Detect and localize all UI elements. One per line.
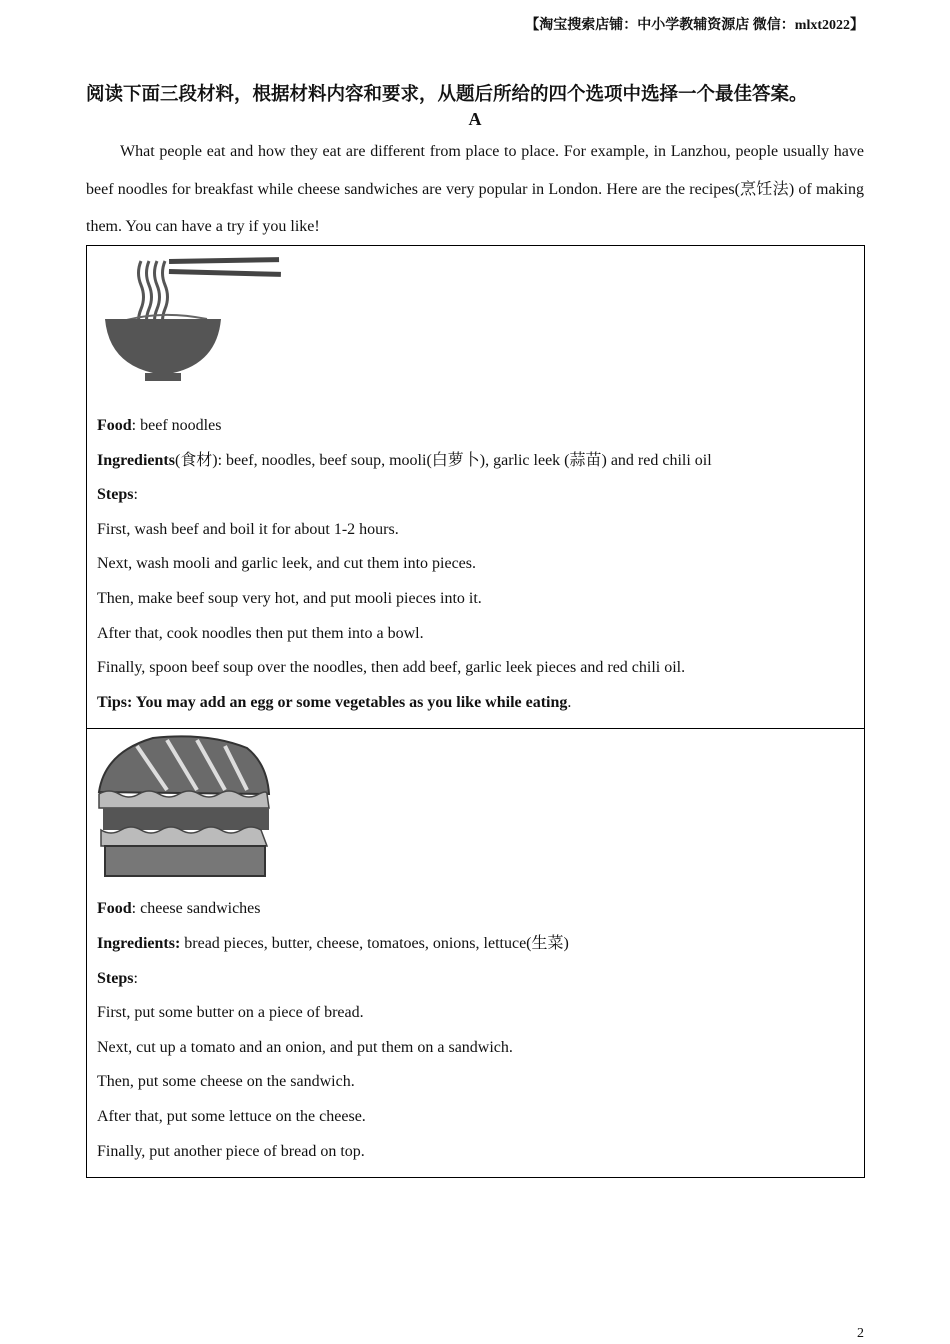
recipe-row-sandwiches	[87, 729, 865, 1178]
recipe-table	[86, 245, 865, 1178]
step-line: First, put some butter on a piece of bread.	[97, 1004, 364, 1022]
recipe-row-noodles	[87, 246, 865, 729]
steps-label: Steps:	[97, 969, 138, 987]
step-line: After that, cook noodles then put them into a bowl.	[97, 624, 424, 642]
ingredients-line: Ingredients: bread pieces, butter, cheese, tomatoes, onions, lettuce(生菜)	[97, 934, 569, 952]
step-line: Finally, spoon beef soup over the noodles, then add beef, garlic leek pieces and red chili oil.	[97, 659, 686, 677]
noodle-bowl-icon	[97, 251, 854, 391]
food-line: Food: cheese sandwiches	[97, 900, 261, 918]
recipe-cell	[87, 246, 865, 729]
ingredients-line: Ingredients(食材): beef, noodles, beef soup, mooli(白萝卜), garlic leek (蒜苗) and red chili oil	[97, 451, 712, 469]
sandwich-icon	[97, 734, 854, 874]
tips-line: Tips: You may add an egg or some vegetables as you like while eating.	[97, 693, 572, 711]
step-line: Next, cut up a tomato and an onion, and put them on a sandwich.	[97, 1038, 513, 1056]
step-line: Then, make beef soup very hot, and put mooli pieces into it.	[97, 589, 482, 607]
page-number: 2	[857, 1326, 864, 1341]
steps-label: Steps:	[97, 486, 138, 504]
step-line: Then, put some cheese on the sandwich.	[97, 1073, 355, 1091]
instruction-heading: 阅读下面三段材料，根据材料内容和要求，从题后所给的四个选项中选择一个最佳答案。	[86, 85, 808, 105]
section-letter: A	[468, 109, 482, 129]
intro-paragraph: What people eat and how they eat are different from place to place. For example, in Lanzhou, people usually have beef noodles for breakfast while cheese sandwiches are very popular in London. Here are the recipes(烹饪法) of making them. You can have a try if you like!	[86, 143, 864, 235]
step-line: After that, put some lettuce on the cheese.	[97, 1107, 366, 1125]
header-watermark: 【淘宝搜索店铺：中小学教辅资源店 微信：mlxt2022】	[525, 18, 864, 33]
step-line: Finally, put another piece of bread on top.	[97, 1142, 365, 1160]
step-line: First, wash beef and boil it for about 1-2 hours.	[97, 520, 399, 538]
step-line: Next, wash mooli and garlic leek, and cut them into pieces.	[97, 555, 476, 573]
food-line: Food: beef noodles	[97, 417, 222, 434]
recipe-cell	[87, 729, 865, 1178]
